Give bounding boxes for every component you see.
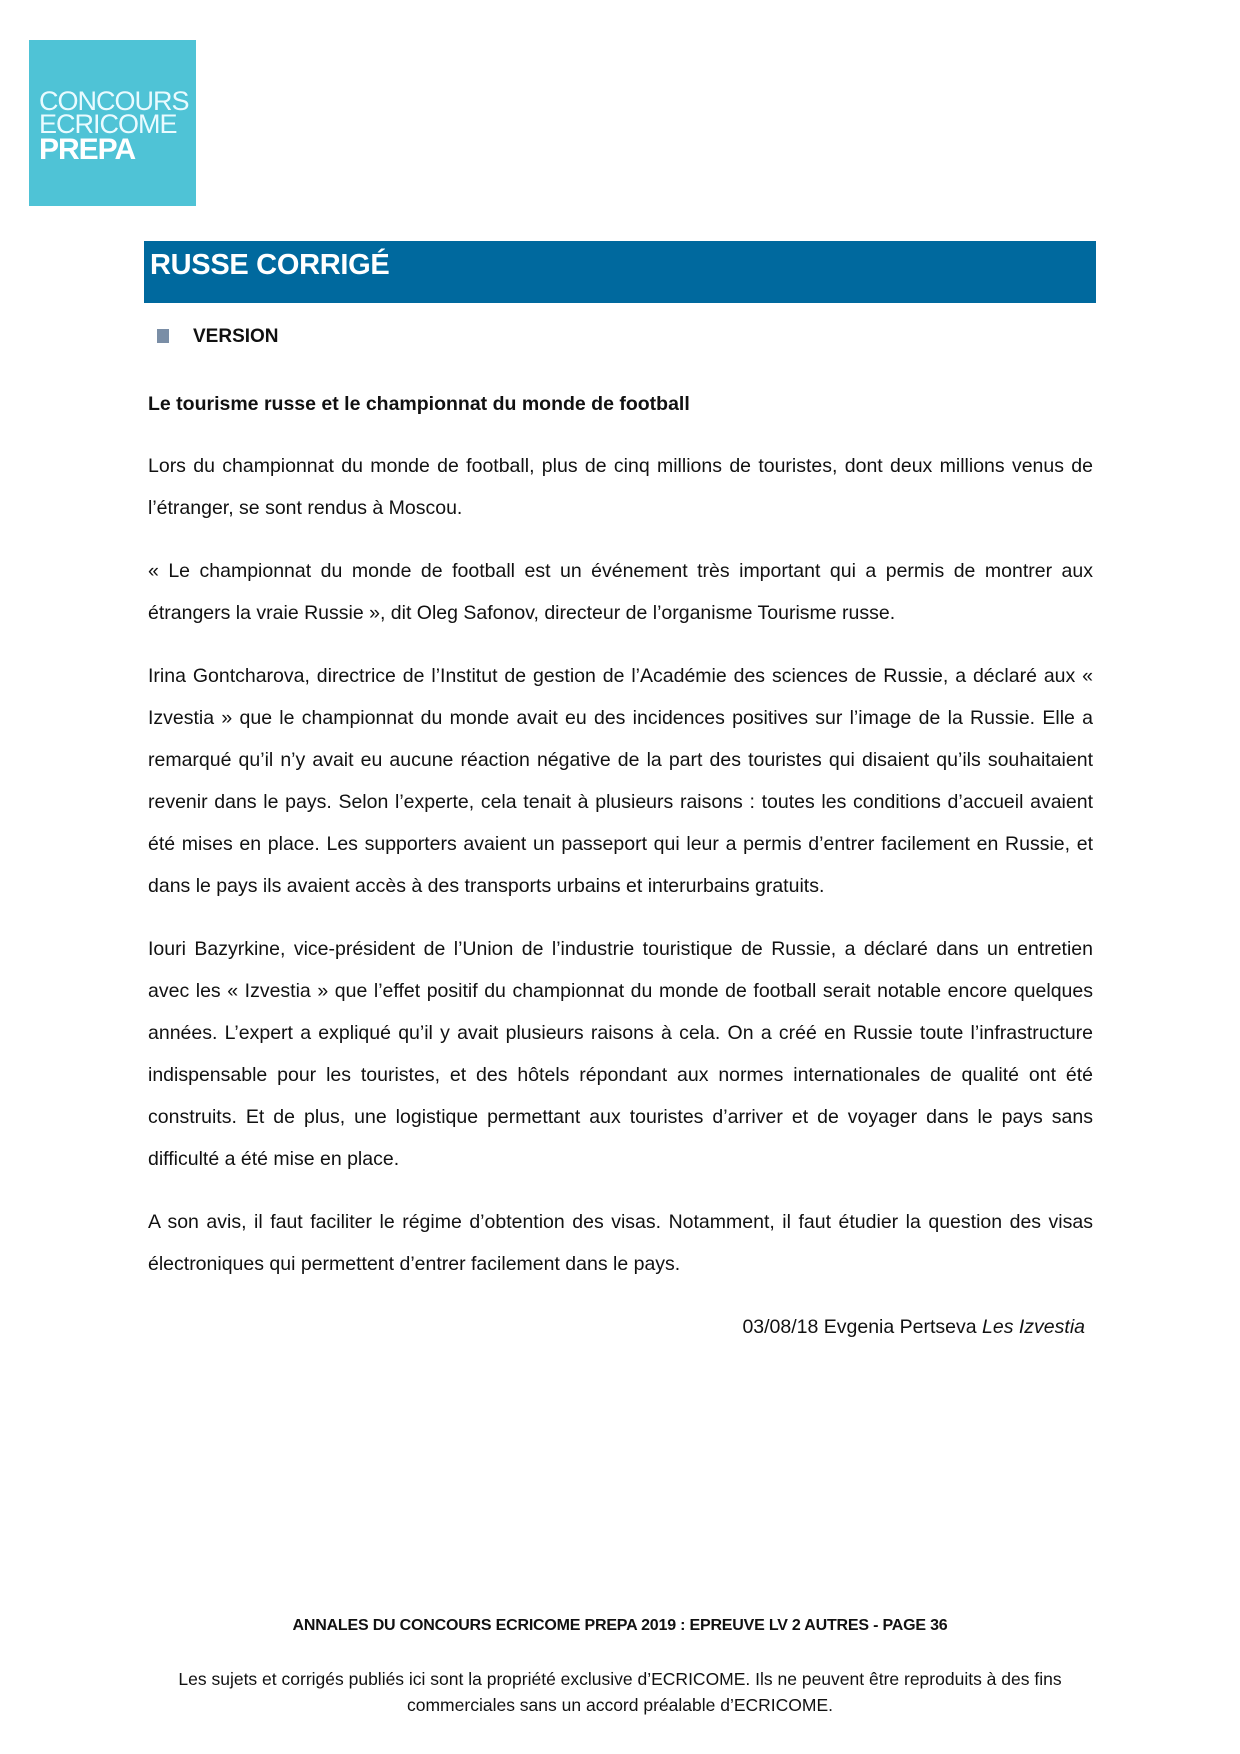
footer-copyright-note: Les sujets et corrigés publiés ici sont la propriété exclusive d’ECRICOME. Ils ne peuvent être reproduits à des fins commerciales sans un accord préalable d’ECRICOME. — [178, 1669, 1062, 1715]
article-signature — [148, 1306, 1093, 1348]
section-label: VERSION — [193, 326, 279, 347]
square-bullet-icon — [157, 329, 169, 343]
paragraph: A son avis, il faut faciliter le régime d’obtention des visas. Notamment, il faut étudier la question des visas électroniques qui permettent d’entrer facilement dans le pays. — [148, 1211, 1093, 1275]
signature-source: Les Izvestia — [982, 1316, 1085, 1338]
page-title: RUSSE CORRIGÉ — [150, 249, 390, 281]
paragraph: Lors du championnat du monde de football, plus de cinq millions de touristes, dont deux millions venus de l’étranger, se sont rendus à Moscou. — [148, 455, 1093, 519]
paragraph: Irina Gontcharova, directrice de l’Institut de gestion de l’Académie des sciences de Russie, a déclaré aux « Izvestia » que le championnat du monde avait eu des incidences positives sur l’image de la Russie. Elle a remarqué qu’il n’y avait eu aucune réaction négative de la part des touristes qui disaient qu’ils souhaitaient revenir dans le pays. Selon l’experte, cela tenait à plusieurs raisons : toutes les conditions d’accueil avaient été mises en place. Les supporters avaient un passeport qui leur a permis d’entrer facilement en Russie, et dans le pays ils avaient accès à des transports urbains et interurbains gratuits. — [148, 665, 1093, 897]
signature-date-author: 03/08/18 Evgenia Pertseva — [742, 1316, 977, 1338]
article-title: Le tourisme russe et le championnat du monde de football — [148, 393, 690, 415]
paragraph: Iouri Bazyrkine, vice-président de l’Union de l’industrie touristique de Russie, a déclaré dans un entretien avec les « Izvestia » que l’effet positif du championnat du monde de football serait notable encore quelques années. L’expert a expliqué qu’il y avait plusieurs raisons à cela. On a créé en Russie toute l’infrastructure indispensable pour les touristes, et des hôtels répondant aux normes internationales de qualité ont été construits. Et de plus, une logistique permettant aux touristes d’arriver et de voyager dans le pays sans difficulté a été mise en place. — [148, 938, 1093, 1170]
logo-line-concours: CONCOURS — [39, 86, 189, 116]
paragraph: « Le championnat du monde de football est un événement très important qui a permis de montrer aux étrangers la vraie Russie », dit Oleg Safonov, directeur de l’organisme Tourisme russe. — [148, 560, 1093, 624]
footer-heading: ANNALES DU CONCOURS ECRICOME PREPA 2019 : EPREUVE LV 2 AUTRES - PAGE 36 — [292, 1617, 948, 1634]
logo-line-prepa: PREPA — [39, 133, 136, 166]
ecricome-logo — [29, 40, 196, 206]
logo-line-ecricome: ECRICOME — [39, 109, 177, 139]
article — [148, 383, 1093, 1348]
title-banner — [144, 241, 1096, 303]
